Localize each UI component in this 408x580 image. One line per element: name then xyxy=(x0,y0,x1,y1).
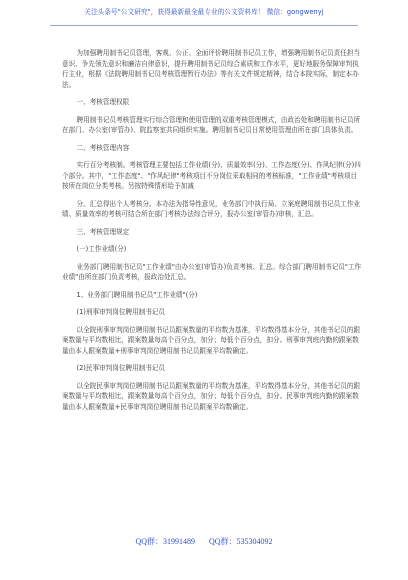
performance-paragraph: 业务部门聘用制书记员"工作业绩"由办公室(审管办)负责考核、汇总。综合部门聘用制书记员"工作业绩"由所在部门负责考核，报政治处汇总。 xyxy=(62,262,362,281)
item-heading-criminal: (1)刑事审判岗位聘用制书记员 xyxy=(76,308,165,316)
content-paragraph-continued: 分。汇总得出个人考核分。本办法为指导性意见，业务部门中执行局、立案庭聘用制书记员工作业绩、质量效率的考核可结合所在部门考核办法综合评分，报办公室(审管办)审核，汇总。 xyxy=(62,199,361,218)
item-heading-business-departments: 1、业务部门聘用制书记员"工作业绩"(分) xyxy=(76,290,198,299)
item-heading-civil: (2)民事审判岗位聘用制书记员 xyxy=(76,364,165,372)
content-paragraph: 实行百分考核制。考核管理主要包括工作业绩(分)、质量效率(分)、工作态度(分)、作风纪律(分)四个部分。其中，"工作态度"、"作风纪律"考核项目不分岗位采取相同的考核标准，"工作业绩"考核项目按所在岗位分类考核。另按特殊情形给予加减 xyxy=(62,161,361,190)
page-header-banner: 关注头条号"公文研究"，获得最新最全最专业的公文资料库！ 微信：gongwenyj xyxy=(84,8,324,16)
intro-paragraph: 为加强聘用制书记员管理，客观、公正、全面评价聘用制书记员工作，增强聘用制书记员责任担当意识、争先领先意识和廉洁自律意识，提升聘用制书记员综合素质和工作水平，更好地服务保障审判执行主业，根据《法院聘用制书记员考核管理暂行办法》等有关文件规定精神，结合本院实际，制定本办法。 xyxy=(62,49,361,89)
section-heading-permissions: 一、考核管理权限 xyxy=(76,98,130,106)
subsection-heading-performance: (一)工作业绩(分) xyxy=(76,245,127,253)
section-heading-content: 二、考核管理内容 xyxy=(76,143,130,152)
document-body xyxy=(62,48,362,412)
page-footer xyxy=(0,536,408,547)
permissions-paragraph: 聘用制书记员考核管理实行综合管理和使用管理的双重考核管理模式，由政治处和聘用制书记员所在部门、办公室(审管办)、院监察室共同组织实施。聘用制书记员日常使用管理由所在部门具体负责。 xyxy=(62,115,361,134)
footer-qq-group-2: QQ群：535304092 xyxy=(209,537,273,546)
civil-paragraph: 以全院民事审判岗位聘用制书记员跟案数量的平均数为基准，平均数得基本分分，其他书记员的跟案数量与平均数相比，跟案数量每高个百分点，加分；每低个百分点，扣分。民事审判庭内勤的跟案数量由本人跟案数量+民事审判岗位聘用制书记员跟案平均数确定。 xyxy=(62,381,361,411)
footer-qq-group-1: QQ群：31991489 xyxy=(135,537,195,546)
header-divider xyxy=(50,25,358,26)
criminal-paragraph: 以全院刑事审判岗位聘用制书记员跟案数量的平均数为基准，平均数得基本分分，其他书记员的跟案数量与平均数相比，跟案数量每高个百分点，加分；每低个百分点，扣分。刑事审判庭内勤的跟案数量由本人跟案数量+刑事审判岗位聘用制书记员跟案平均数确定。 xyxy=(62,325,361,355)
section-heading-rules: 三、考核管理规定 xyxy=(76,227,130,236)
